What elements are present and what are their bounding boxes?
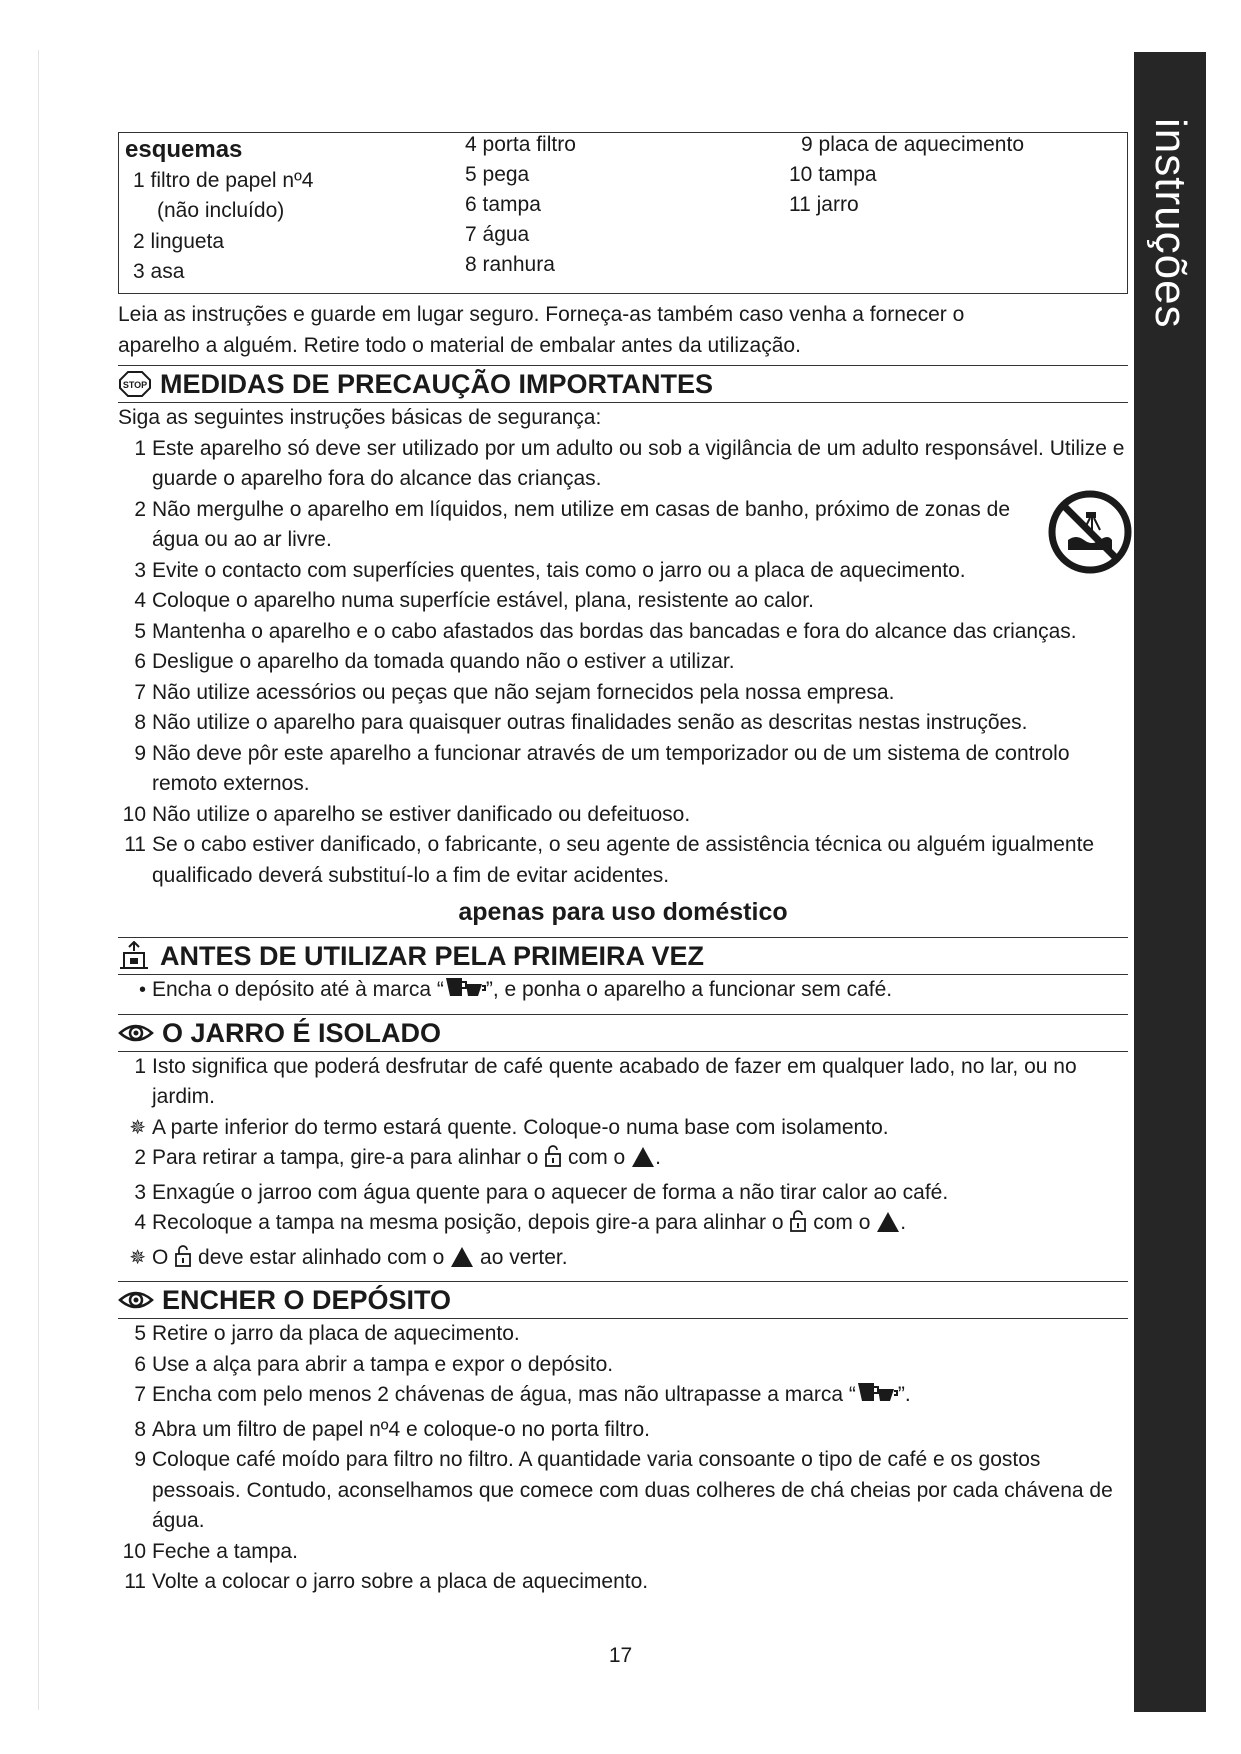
part-item: 11 jarro [789, 193, 859, 216]
item-number: 11 [124, 833, 146, 856]
stop-icon-text: STOP [122, 380, 148, 390]
item-text: Não utilize o aparelho para quaisquer outras finalidades senão as descritas nestas instruções. [152, 711, 1028, 734]
item-text: Enxagúe o jarroo com água quente para o aquecer de forma a não tirar calor ao café. [152, 1180, 949, 1204]
item-text: Use a alça para abrir a tampa e expor o depósito. [152, 1352, 614, 1376]
item-text: com o [813, 1211, 871, 1234]
part-item: 1 filtro de papel nº4 [133, 168, 314, 192]
safety-item [118, 830, 1128, 891]
safety-item [118, 708, 1128, 739]
document-body [118, 132, 1128, 1598]
domestic-use-note: apenas para uso doméstico [458, 898, 788, 926]
eye-icon [118, 1288, 154, 1312]
hot-surface-icon: ✵ [129, 1246, 146, 1269]
part-item: 7 água [465, 223, 530, 246]
item-text: Coloque café moído para filtro no filtro. A quantidade varia consoante o tipo de café e os gostos pessoais. Contudo, aconselhamos que comece com duas colheres de chá cheias por cada chávena de água. [152, 1448, 1113, 1532]
intro [118, 300, 1128, 361]
item-number: 3 [134, 558, 146, 582]
eye-icon [118, 1021, 154, 1045]
note-text: ao verter. [480, 1245, 568, 1269]
part-item: 3 asa [133, 260, 185, 283]
section-title: MEDIDAS DE PRECAUÇÃO IMPORTANTES [160, 369, 714, 399]
jug-item-4 [118, 1208, 1128, 1243]
item-text: Para retirar a tampa, gire-a para alinhar o [152, 1146, 539, 1169]
fill-item [118, 1350, 1128, 1381]
fill-list [118, 1415, 1128, 1598]
jug-note-1 [118, 1113, 1128, 1144]
item-number: 6 [134, 1352, 146, 1376]
item-text: Se o cabo estiver danificado, o fabricante, o seu agente de assistência técnica ou alguém igualmente qualificado deverá substituí-lo a fim de evitar acidentes. [152, 833, 1095, 887]
item-number: 3 [134, 1180, 146, 1204]
triangle-marker-icon [631, 1146, 655, 1178]
safety-item [118, 678, 1128, 709]
fill-item [118, 1567, 1128, 1598]
parts-col-3 [789, 130, 1024, 220]
safety-item [118, 556, 1128, 587]
item-number: 4 [134, 1211, 146, 1234]
intro-line: aparelho a alguém. Retire todo o material de embalar antes da utilização. [118, 333, 801, 357]
cups-max-mark-icon [444, 976, 486, 1010]
item-text: . [655, 1146, 661, 1169]
jug-item-2 [118, 1143, 1128, 1178]
item-text: Não utilize o aparelho se estiver danificado ou defeituoso. [152, 802, 691, 826]
item-text: Desligue o aparelho da tomada quando não o estiver a utilizar. [152, 650, 735, 673]
parts-col-1 [125, 135, 313, 288]
first-use-instruction [118, 975, 1128, 1010]
fill-item [118, 1537, 1128, 1568]
item-number: 9 [134, 741, 146, 765]
item-number: 1 [134, 436, 146, 460]
unlock-icon [789, 1209, 807, 1243]
fill-list [118, 1319, 1128, 1380]
item-number: 1 [134, 1054, 146, 1078]
part-item: 6 tampa [465, 193, 541, 216]
safety-item [118, 739, 1128, 800]
part-item: 10 tampa [789, 163, 877, 186]
item-text: Volte a colocar o jarro sobre a placa de aquecimento. [152, 1570, 649, 1593]
bullet: • [138, 979, 146, 1001]
item-number: 7 [134, 1383, 146, 1406]
section-safety-heading [118, 365, 1128, 403]
section-title: ENCHER O DEPÓSITO [162, 1285, 452, 1315]
jug-item-1 [118, 1052, 1128, 1113]
item-text: com o [568, 1146, 626, 1169]
item-number: 10 [122, 802, 146, 826]
intro-line: Leia as instruções e guarde em lugar seguro. Forneça-as também caso venha a fornecer o [118, 303, 965, 326]
safety-item [118, 800, 1128, 831]
safety-item [118, 586, 1128, 617]
note-text: deve estar alinhado com o [198, 1245, 445, 1269]
page-number: 17 [608, 1644, 633, 1667]
item-text: Mantenha o aparelho e o cabo afastados das bordas das bancadas e fora do alcance das crianças. [152, 619, 1077, 643]
fill-item [118, 1415, 1128, 1446]
item-text: Recoloque a tampa na mesma posição, depois gire-a para alinhar o [152, 1211, 784, 1234]
item-number: 9 [134, 1448, 146, 1471]
jug-note-2 [118, 1243, 1128, 1278]
jug-item-3 [118, 1178, 1128, 1209]
parts-col-2 [465, 130, 576, 280]
safety-lead: Siga as seguintes instruções básicas de segurança: [118, 406, 602, 429]
safety-item [118, 617, 1128, 648]
side-tab-label: instruções [1146, 118, 1195, 329]
cups-max-mark-icon [856, 1381, 898, 1415]
fill-item [118, 1319, 1128, 1350]
item-text: Evite o contacto com superfícies quentes, tais como o jarro ou a placa de aquecimento. [152, 558, 966, 582]
section-title: ANTES DE UTILIZAR PELA PRIMEIRA VEZ [160, 941, 705, 971]
item-text: Feche a tampa. [152, 1539, 298, 1563]
item-text: Este aparelho só deve ser utilizado por um adulto ou sob a vigilância de um adulto responsável. Utilize e guarde o aparelho fora do alcance das crianças. [152, 436, 1125, 490]
note-text: A parte inferior do termo estará quente. Coloque-o numa base com isolamento. [152, 1115, 889, 1139]
item-text: . [900, 1211, 907, 1234]
item-number: 8 [134, 711, 146, 734]
unlock-icon [174, 1244, 192, 1278]
parts-title: esquemas [125, 136, 243, 163]
first-use-text-b: ”, e ponha o aparelho a funcionar sem café. [485, 978, 893, 1001]
item-number: 11 [124, 1570, 146, 1593]
section-title: O JARRO É ISOLADO [162, 1017, 442, 1048]
part-item: 4 porta filtro [465, 133, 576, 156]
stop-icon [118, 370, 152, 398]
fill-item [118, 1445, 1128, 1537]
part-item: 9 placa de aquecimento [801, 133, 1024, 156]
item-text: ”. [897, 1383, 911, 1406]
part-item: 5 pega [465, 163, 530, 186]
item-number: 5 [134, 619, 146, 643]
item-number: 6 [134, 650, 146, 673]
item-text: Não deve pôr este aparelho a funcionar através de um temporizador ou de um sistema de controlo remoto externos. [152, 741, 1070, 795]
item-text: Abra um filtro de papel nº4 e coloque-o no porta filtro. [152, 1417, 650, 1441]
parts-box [118, 132, 1128, 294]
section-jug-heading [118, 1014, 1128, 1052]
triangle-marker-icon [450, 1246, 474, 1278]
item-number: 2 [134, 1146, 146, 1169]
item-text: Isto significa que poderá desfrutar de café quente acabado de fazer em qualquer lado, no lar, ou no jardim. [152, 1054, 1077, 1108]
item-text: Retire o jarro da placa de aquecimento. [152, 1322, 520, 1345]
item-text: Encha com pelo menos 2 chávenas de água, mas não ultrapasse a marca “ [152, 1383, 856, 1406]
triangle-marker-icon [876, 1211, 900, 1243]
coffee-maker-icon [118, 941, 152, 971]
item-number: 5 [134, 1322, 146, 1345]
safety-item [118, 434, 1128, 495]
part-item: 8 ranhura [465, 253, 555, 276]
item-number: 2 [134, 497, 146, 521]
item-text: Coloque o aparelho numa superfície estável, plana, resistente ao calor. [152, 589, 814, 612]
item-number: 7 [134, 680, 146, 704]
hot-surface-icon: ✵ [129, 1116, 146, 1139]
item-text: Não mergulhe o aparelho em líquidos, nem utilize em casas de banho, próximo de zonas de água ou ao ar livre. [152, 497, 1010, 551]
note-text: O [152, 1245, 169, 1269]
section-fill-heading [118, 1281, 1128, 1319]
unlock-icon [544, 1144, 562, 1178]
part-item: 2 lingueta [133, 229, 225, 253]
item-number: 4 [134, 589, 146, 612]
item-number: 8 [134, 1417, 146, 1441]
page-edge-line [38, 50, 39, 1710]
first-use-text-a: Encha o depósito até à marca “ [152, 978, 444, 1001]
item-text: Não utilize acessórios ou peças que não sejam fornecidos pela nossa empresa. [152, 680, 895, 704]
part-item: (não incluído) [157, 199, 285, 222]
fill-item-7 [118, 1380, 1128, 1415]
safety-list [118, 434, 1128, 892]
item-number: 10 [122, 1539, 146, 1563]
section-first-use-heading [118, 937, 1128, 975]
safety-item [118, 495, 1128, 556]
safety-item [118, 647, 1128, 678]
